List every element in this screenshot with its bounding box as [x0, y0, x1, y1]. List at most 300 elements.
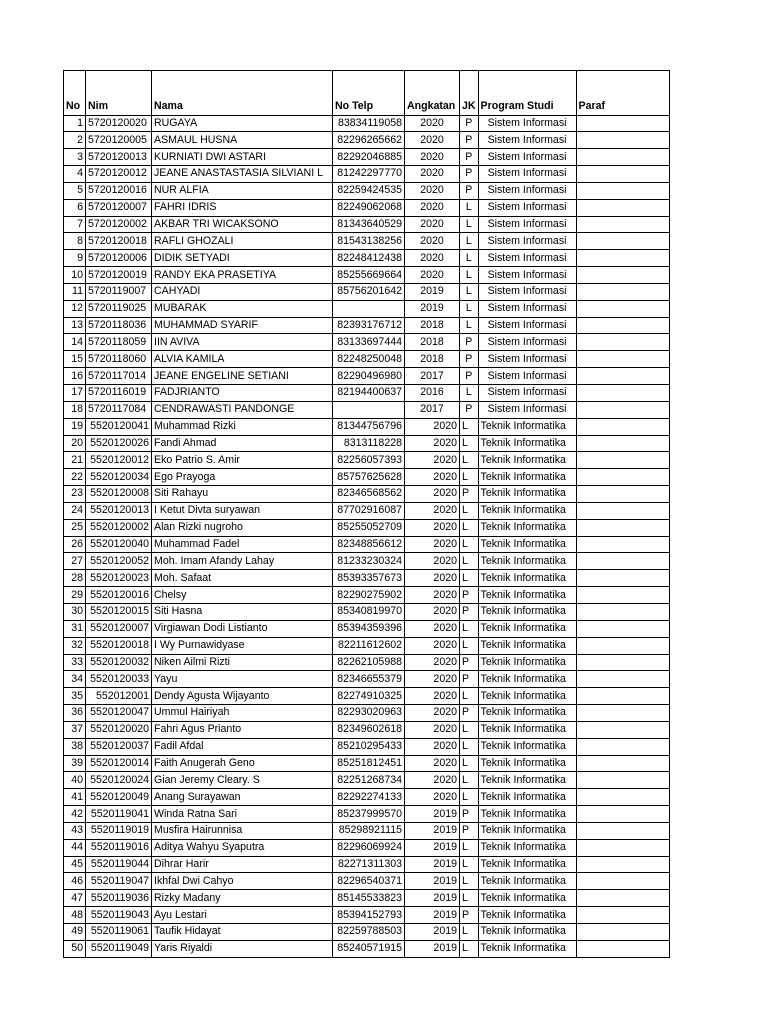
cell-program-studi: Teknik Informatika [478, 587, 576, 604]
cell-program-studi: Teknik Informatika [478, 940, 576, 957]
cell-angkatan: 2018 [405, 351, 460, 368]
cell-angkatan: 2019 [405, 924, 460, 941]
cell-nama: AKBAR TRI WICAKSONO [152, 216, 333, 233]
cell-program-studi: Sistem Informasi [478, 267, 576, 284]
cell-nama: Ummul Hairiyah [152, 705, 333, 722]
cell-angkatan: 2020 [405, 199, 460, 216]
cell-program-studi: Teknik Informatika [478, 772, 576, 789]
cell-angkatan: 2020 [405, 637, 460, 654]
cell-program-studi: Sistem Informasi [478, 368, 576, 385]
cell-paraf [576, 587, 669, 604]
cell-angkatan: 2019 [405, 907, 460, 924]
cell-nama: Alan Rizki nugroho [152, 519, 333, 536]
cell-nama: Faith Anugerah Geno [152, 755, 333, 772]
table-row [64, 637, 670, 654]
cell-paraf [576, 924, 669, 941]
cell-nama: MUBARAK [152, 300, 333, 317]
table-row [64, 907, 670, 924]
cell-nim: 5720120018 [86, 233, 152, 250]
cell-paraf [576, 603, 669, 620]
cell-jk: L [460, 738, 479, 755]
table-row [64, 603, 670, 620]
cell-no: 5 [64, 182, 86, 199]
cell-no: 33 [64, 654, 86, 671]
cell-nim: 5720119007 [86, 283, 152, 300]
table-row [64, 233, 670, 250]
cell-nama: Yayu [152, 671, 333, 688]
cell-no-telp: 82262105988 [333, 654, 405, 671]
table-row [64, 738, 670, 755]
cell-angkatan: 2020 [405, 267, 460, 284]
cell-nim: 5520120041 [86, 418, 152, 435]
cell-angkatan: 2019 [405, 283, 460, 300]
cell-no-telp: 85240571915 [333, 940, 405, 957]
cell-no-telp: 81242297770 [333, 166, 405, 183]
table-row [64, 502, 670, 519]
table-row [64, 822, 670, 839]
cell-paraf [576, 772, 669, 789]
table-row [64, 519, 670, 536]
table-row [64, 452, 670, 469]
cell-paraf [576, 671, 669, 688]
table-row [64, 654, 670, 671]
cell-angkatan: 2020 [405, 570, 460, 587]
cell-no: 28 [64, 570, 86, 587]
cell-program-studi: Teknik Informatika [478, 705, 576, 722]
cell-jk: L [460, 502, 479, 519]
cell-no: 21 [64, 452, 86, 469]
table-row [64, 839, 670, 856]
cell-no: 3 [64, 149, 86, 166]
cell-program-studi: Teknik Informatika [478, 755, 576, 772]
cell-nim: 5520120040 [86, 536, 152, 553]
cell-program-studi: Teknik Informatika [478, 789, 576, 806]
cell-paraf [576, 469, 669, 486]
cell-nama: Fandi Ahmad [152, 435, 333, 452]
cell-paraf [576, 435, 669, 452]
cell-no: 37 [64, 721, 86, 738]
cell-angkatan: 2020 [405, 603, 460, 620]
cell-paraf [576, 267, 669, 284]
cell-jk: L [460, 570, 479, 587]
cell-jk: L [460, 789, 479, 806]
cell-paraf [576, 368, 669, 385]
cell-angkatan: 2020 [405, 502, 460, 519]
cell-jk: P [460, 705, 479, 722]
table-row [64, 401, 670, 418]
cell-no: 29 [64, 587, 86, 604]
cell-paraf [576, 486, 669, 503]
table-row [64, 469, 670, 486]
cell-paraf [576, 654, 669, 671]
cell-nim: 5520120049 [86, 789, 152, 806]
cell-jk: L [460, 317, 479, 334]
cell-program-studi: Teknik Informatika [478, 570, 576, 587]
cell-paraf [576, 199, 669, 216]
cell-jk: L [460, 267, 479, 284]
cell-program-studi: Sistem Informasi [478, 401, 576, 418]
cell-no: 25 [64, 519, 86, 536]
cell-paraf [576, 806, 669, 823]
cell-angkatan: 2019 [405, 940, 460, 957]
cell-no: 4 [64, 166, 86, 183]
cell-angkatan: 2020 [405, 620, 460, 637]
cell-nim: 5520120018 [86, 637, 152, 654]
cell-no: 15 [64, 351, 86, 368]
cell-angkatan: 2020 [405, 469, 460, 486]
cell-no: 41 [64, 789, 86, 806]
cell-program-studi: Teknik Informatika [478, 603, 576, 620]
table-row [64, 166, 670, 183]
cell-nim: 5520119043 [86, 907, 152, 924]
cell-program-studi: Teknik Informatika [478, 856, 576, 873]
cell-no-telp: 82271311303 [333, 856, 405, 873]
cell-no-telp: 82248250048 [333, 351, 405, 368]
cell-paraf [576, 351, 669, 368]
cell-program-studi: Sistem Informasi [478, 334, 576, 351]
cell-nim: 5720120012 [86, 166, 152, 183]
cell-nama: I Wy Purnawidyase [152, 637, 333, 654]
header-jk: JK [460, 71, 479, 116]
cell-angkatan: 2020 [405, 536, 460, 553]
table-row [64, 132, 670, 149]
table-row [64, 806, 670, 823]
table-row [64, 924, 670, 941]
cell-program-studi: Sistem Informasi [478, 115, 576, 132]
cell-no: 13 [64, 317, 86, 334]
cell-jk: P [460, 368, 479, 385]
cell-program-studi: Sistem Informasi [478, 182, 576, 199]
cell-program-studi: Teknik Informatika [478, 435, 576, 452]
cell-angkatan: 2020 [405, 233, 460, 250]
cell-program-studi: Sistem Informasi [478, 233, 576, 250]
header-angkatan: Angkatan [405, 71, 460, 116]
cell-jk: P [460, 603, 479, 620]
cell-no-telp: 81343640529 [333, 216, 405, 233]
cell-nama: Chelsy [152, 587, 333, 604]
cell-no-telp: 87702916087 [333, 502, 405, 519]
cell-nim: 5720117014 [86, 368, 152, 385]
header-paraf: Paraf [576, 71, 669, 116]
cell-nama: Aditya Wahyu Syaputra [152, 839, 333, 856]
cell-nama: RUGAYA [152, 115, 333, 132]
header-row [64, 71, 670, 116]
table-row [64, 283, 670, 300]
cell-jk: P [460, 351, 479, 368]
cell-paraf [576, 216, 669, 233]
cell-no-telp: 82296265662 [333, 132, 405, 149]
cell-nama: CAHYADI [152, 283, 333, 300]
cell-no-telp: 85393357673 [333, 570, 405, 587]
cell-no-telp: 81543138256 [333, 233, 405, 250]
cell-paraf [576, 166, 669, 183]
cell-nim: 5520119019 [86, 822, 152, 839]
cell-nim: 5520120012 [86, 452, 152, 469]
cell-jk: L [460, 199, 479, 216]
cell-nama: FAHRI IDRIS [152, 199, 333, 216]
cell-program-studi: Teknik Informatika [478, 839, 576, 856]
cell-paraf [576, 940, 669, 957]
cell-program-studi: Teknik Informatika [478, 738, 576, 755]
cell-nim: 5520120002 [86, 519, 152, 536]
cell-angkatan: 2020 [405, 738, 460, 755]
cell-jk: P [460, 115, 479, 132]
cell-nama: Fahri Agus Prianto [152, 721, 333, 738]
cell-no: 36 [64, 705, 86, 722]
header-program-studi: Program Studi [478, 71, 576, 116]
cell-program-studi: Teknik Informatika [478, 486, 576, 503]
cell-no: 20 [64, 435, 86, 452]
cell-paraf [576, 553, 669, 570]
cell-no: 27 [64, 553, 86, 570]
cell-jk: L [460, 839, 479, 856]
cell-no: 18 [64, 401, 86, 418]
cell-no: 34 [64, 671, 86, 688]
cell-no-telp: 85298921115 [333, 822, 405, 839]
cell-nim: 5520120023 [86, 570, 152, 587]
cell-program-studi: Teknik Informatika [478, 418, 576, 435]
cell-program-studi: Sistem Informasi [478, 199, 576, 216]
cell-no: 50 [64, 940, 86, 957]
cell-paraf [576, 839, 669, 856]
cell-program-studi: Sistem Informasi [478, 166, 576, 183]
cell-nama: I Ketut Divta suryawan [152, 502, 333, 519]
cell-angkatan: 2020 [405, 132, 460, 149]
cell-no: 17 [64, 385, 86, 402]
cell-no-telp: 82256057393 [333, 452, 405, 469]
cell-nim: 5720120006 [86, 250, 152, 267]
table-row [64, 368, 670, 385]
cell-program-studi: Teknik Informatika [478, 620, 576, 637]
cell-nim: 5520120007 [86, 620, 152, 637]
cell-program-studi: Teknik Informatika [478, 452, 576, 469]
cell-no: 6 [64, 199, 86, 216]
cell-angkatan: 2019 [405, 300, 460, 317]
cell-angkatan: 2020 [405, 721, 460, 738]
cell-no: 45 [64, 856, 86, 873]
cell-no-telp: 82290496980 [333, 368, 405, 385]
cell-angkatan: 2020 [405, 166, 460, 183]
cell-nim: 5720118060 [86, 351, 152, 368]
cell-no: 38 [64, 738, 86, 755]
cell-nama: Musfira Hairunnisa [152, 822, 333, 839]
cell-no-telp: 85255052709 [333, 519, 405, 536]
cell-paraf [576, 233, 669, 250]
cell-nim: 5520120047 [86, 705, 152, 722]
cell-nim: 5720120020 [86, 115, 152, 132]
table-row [64, 536, 670, 553]
cell-jk: L [460, 469, 479, 486]
cell-no-telp: 82296069924 [333, 839, 405, 856]
cell-program-studi: Teknik Informatika [478, 536, 576, 553]
cell-jk: L [460, 418, 479, 435]
cell-no: 31 [64, 620, 86, 637]
cell-paraf [576, 115, 669, 132]
cell-program-studi: Sistem Informasi [478, 216, 576, 233]
cell-nama: Gian Jeremy Cleary. S [152, 772, 333, 789]
cell-paraf [576, 721, 669, 738]
cell-no: 39 [64, 755, 86, 772]
cell-nim: 5720116019 [86, 385, 152, 402]
cell-program-studi: Sistem Informasi [478, 351, 576, 368]
table-header [64, 71, 670, 116]
cell-program-studi: Teknik Informatika [478, 671, 576, 688]
cell-nama: ALVIA KAMILA [152, 351, 333, 368]
cell-angkatan: 2020 [405, 519, 460, 536]
cell-jk: L [460, 856, 479, 873]
cell-angkatan: 2020 [405, 452, 460, 469]
cell-nim: 5520120032 [86, 654, 152, 671]
table-body [64, 115, 670, 957]
cell-nim: 5520120008 [86, 486, 152, 503]
cell-no-telp: 85340819970 [333, 603, 405, 620]
cell-paraf [576, 688, 669, 705]
cell-no: 12 [64, 300, 86, 317]
cell-jk: L [460, 385, 479, 402]
cell-angkatan: 2019 [405, 822, 460, 839]
cell-nama: Rizky Madany [152, 890, 333, 907]
table-row [64, 671, 670, 688]
header-no: No [64, 71, 86, 116]
cell-paraf [576, 317, 669, 334]
cell-jk: P [460, 182, 479, 199]
cell-paraf [576, 890, 669, 907]
cell-nama: Moh. Imam Afandy Lahay [152, 553, 333, 570]
cell-jk: L [460, 283, 479, 300]
cell-jk: L [460, 620, 479, 637]
table-row [64, 182, 670, 199]
cell-no: 46 [64, 873, 86, 890]
cell-no: 43 [64, 822, 86, 839]
cell-jk: L [460, 435, 479, 452]
cell-nim: 5720120007 [86, 199, 152, 216]
cell-jk: P [460, 587, 479, 604]
cell-no: 24 [64, 502, 86, 519]
cell-nama: Ikhfal Dwi Cahyo [152, 873, 333, 890]
cell-jk: L [460, 536, 479, 553]
cell-jk: L [460, 250, 479, 267]
cell-program-studi: Teknik Informatika [478, 907, 576, 924]
cell-nama: Muhammad Rizki [152, 418, 333, 435]
cell-no-telp: 82292046885 [333, 149, 405, 166]
table-row [64, 199, 670, 216]
cell-no: 35 [64, 688, 86, 705]
header-no-telp: No Telp [333, 71, 405, 116]
cell-jk: L [460, 890, 479, 907]
cell-paraf [576, 738, 669, 755]
table-row [64, 317, 670, 334]
cell-program-studi: Teknik Informatika [478, 502, 576, 519]
cell-no: 32 [64, 637, 86, 654]
cell-program-studi: Teknik Informatika [478, 822, 576, 839]
cell-paraf [576, 822, 669, 839]
table-row [64, 721, 670, 738]
cell-jk: P [460, 486, 479, 503]
cell-jk: L [460, 637, 479, 654]
cell-no-telp: 83834119058 [333, 115, 405, 132]
cell-program-studi: Teknik Informatika [478, 721, 576, 738]
cell-paraf [576, 300, 669, 317]
cell-angkatan: 2019 [405, 806, 460, 823]
cell-nim: 5520120013 [86, 502, 152, 519]
cell-nama: KURNIATI DWI ASTARI [152, 149, 333, 166]
cell-paraf [576, 570, 669, 587]
cell-nim: 5520119016 [86, 839, 152, 856]
cell-program-studi: Sistem Informasi [478, 317, 576, 334]
cell-nama: Siti Rahayu [152, 486, 333, 503]
table-row [64, 873, 670, 890]
cell-angkatan: 2020 [405, 705, 460, 722]
cell-no-telp: 82194400637 [333, 385, 405, 402]
cell-angkatan: 2017 [405, 368, 460, 385]
cell-jk: L [460, 452, 479, 469]
cell-no-telp: 81233230324 [333, 553, 405, 570]
cell-angkatan: 2020 [405, 418, 460, 435]
cell-nama: Eko Patrio S. Amir [152, 452, 333, 469]
cell-no: 14 [64, 334, 86, 351]
cell-nim: 5520119049 [86, 940, 152, 957]
cell-angkatan: 2020 [405, 216, 460, 233]
cell-paraf [576, 502, 669, 519]
cell-angkatan: 2020 [405, 789, 460, 806]
cell-angkatan: 2020 [405, 486, 460, 503]
cell-nama: Ego Prayoga [152, 469, 333, 486]
table-row [64, 486, 670, 503]
cell-jk: L [460, 233, 479, 250]
cell-no: 9 [64, 250, 86, 267]
cell-nama: JEANE ENGELINE SETIANI [152, 368, 333, 385]
cell-no-telp: 82296540371 [333, 873, 405, 890]
cell-nama: RANDY EKA PRASETIYA [152, 267, 333, 284]
cell-angkatan: 2019 [405, 873, 460, 890]
cell-angkatan: 2020 [405, 671, 460, 688]
table-row [64, 705, 670, 722]
table-row [64, 890, 670, 907]
header-nama: Nama [152, 71, 333, 116]
cell-nama: MUHAMMAD SYARIF [152, 317, 333, 334]
table-row [64, 149, 670, 166]
cell-no-telp: 8313118228 [333, 435, 405, 452]
cell-program-studi: Teknik Informatika [478, 924, 576, 941]
table-row [64, 553, 670, 570]
cell-nama: Dihrar Harir [152, 856, 333, 873]
cell-program-studi: Sistem Informasi [478, 385, 576, 402]
table-row [64, 267, 670, 284]
cell-angkatan: 2018 [405, 317, 460, 334]
table-row [64, 300, 670, 317]
cell-paraf [576, 907, 669, 924]
cell-nim: 5720118036 [86, 317, 152, 334]
cell-no: 16 [64, 368, 86, 385]
cell-program-studi: Sistem Informasi [478, 250, 576, 267]
cell-nama: DIDIK SETYADI [152, 250, 333, 267]
cell-jk: L [460, 553, 479, 570]
cell-paraf [576, 250, 669, 267]
cell-no-telp: 85210295433 [333, 738, 405, 755]
table-row [64, 115, 670, 132]
table-row [64, 334, 670, 351]
cell-no-telp: 81344756796 [333, 418, 405, 435]
cell-no-telp: 82393176712 [333, 317, 405, 334]
cell-no-telp: 85394152793 [333, 907, 405, 924]
table-row [64, 570, 670, 587]
cell-no-telp: 82346655379 [333, 671, 405, 688]
cell-nama: Taufik Hidayat [152, 924, 333, 941]
cell-no-telp: 85251812451 [333, 755, 405, 772]
cell-nama: Winda Ratna Sari [152, 806, 333, 823]
table-row [64, 587, 670, 604]
cell-paraf [576, 452, 669, 469]
